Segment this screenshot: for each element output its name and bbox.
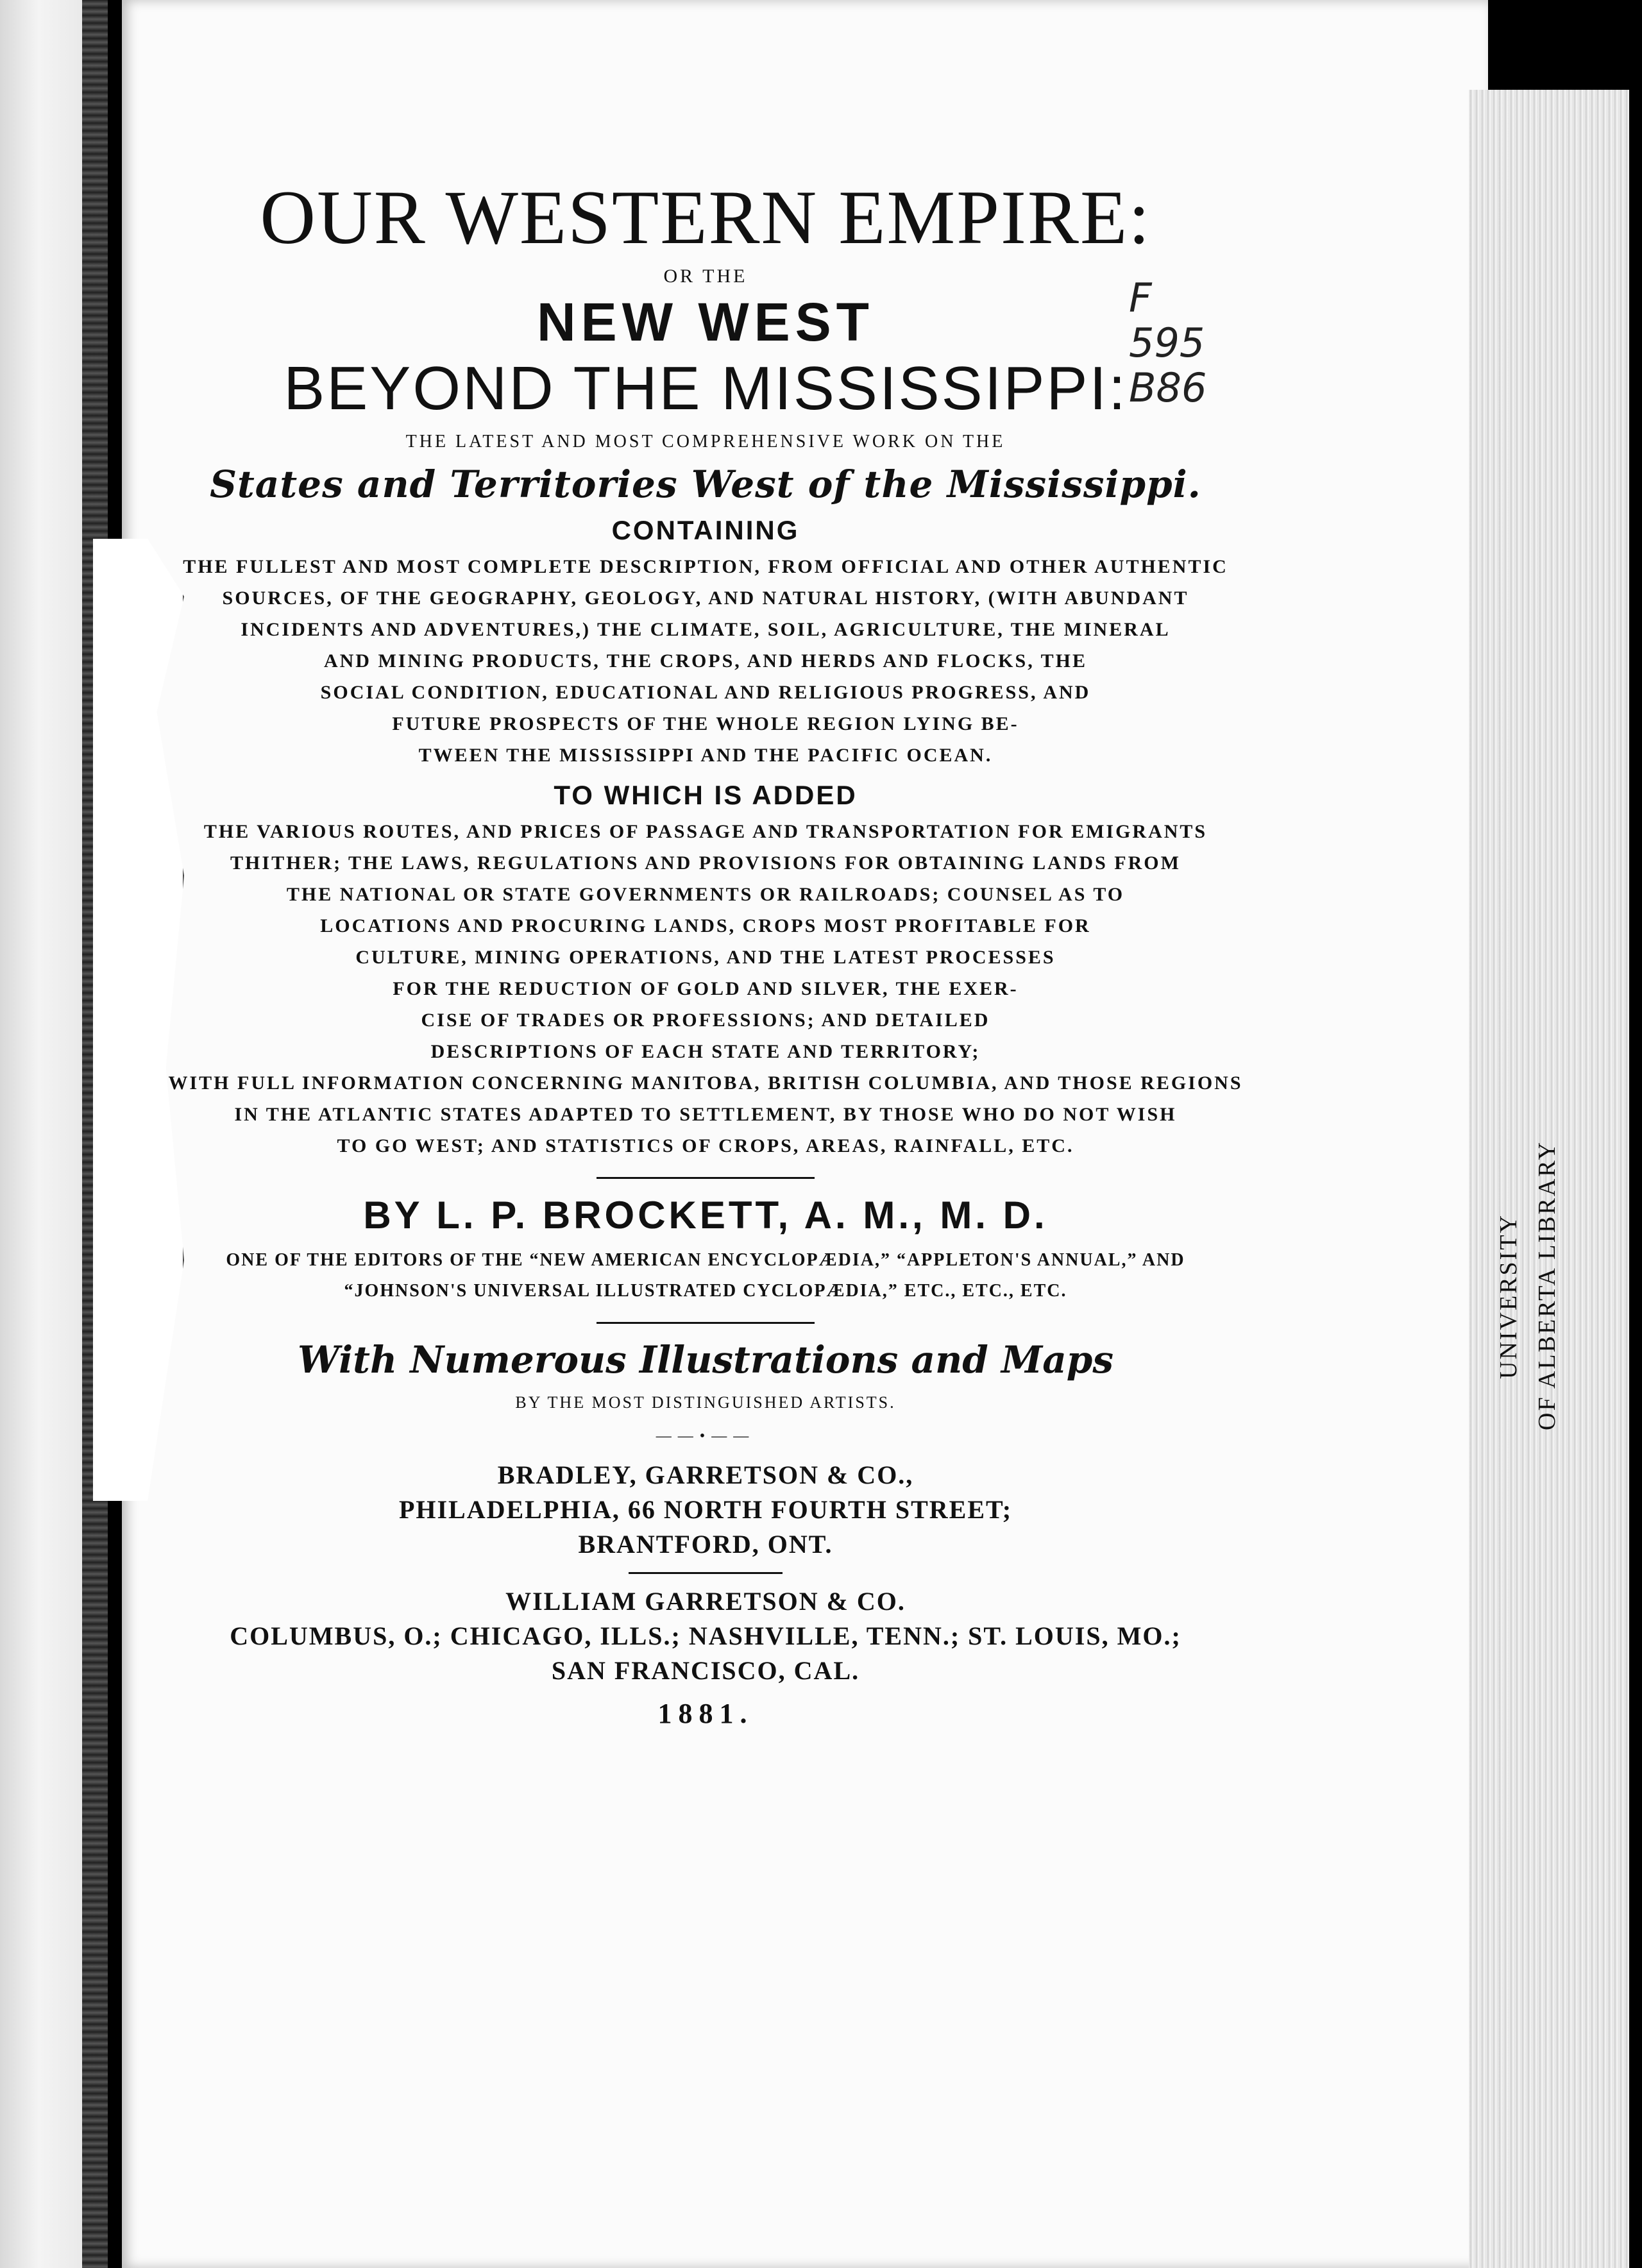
publisher-block-2 bbox=[128, 1584, 1283, 1688]
publisher-line: BRADLEY, GARRETSON & CO., bbox=[497, 1460, 914, 1489]
publisher-line: COLUMBUS, O.; CHICAGO, ILLS.; NASHVILLE, TENN.; ST. LOUIS, MO.; bbox=[230, 1621, 1181, 1650]
illustrations-line: With Numerous Illustrations and Maps bbox=[298, 1338, 1113, 1382]
call-number-line: B86 bbox=[1129, 364, 1207, 411]
call-number-line: F bbox=[1129, 275, 1152, 321]
divider-rule bbox=[597, 1322, 815, 1324]
author-line: BY L. P. BROCKETT, A. M., M. D. bbox=[363, 1194, 1048, 1237]
added-line: CISE OF TRADES OR PROFESSIONS; AND DETAILED bbox=[421, 1010, 990, 1031]
added-line: FOR THE REDUCTION OF GOLD AND SILVER, THE EXER- bbox=[393, 978, 1019, 999]
call-number-line: 595 bbox=[1129, 319, 1205, 366]
publisher-line: PHILADELPHIA, 66 NORTH FOURTH STREET; bbox=[398, 1495, 1013, 1524]
added-description bbox=[128, 816, 1283, 1162]
added-line: THE NATIONAL OR STATE GOVERNMENTS OR RAILROADS; COUNSEL AS TO bbox=[286, 884, 1125, 905]
title-page-text bbox=[128, 173, 1283, 1730]
editor-credits bbox=[128, 1245, 1283, 1307]
containing-heading: CONTAINING bbox=[611, 515, 800, 545]
containing-line: FUTURE PROSPECTS OF THE WHOLE REGION LYING BE- bbox=[392, 713, 1019, 734]
containing-line: SOURCES, OF THE GEOGRAPHY, GEOLOGY, AND NATURAL HISTORY, (WITH ABUNDANT bbox=[222, 588, 1189, 609]
handwritten-call-number bbox=[1129, 276, 1283, 410]
divider-rule bbox=[597, 1177, 815, 1179]
library-stamp bbox=[1469, 994, 1597, 1443]
added-line: IN THE ATLANTIC STATES ADAPTED TO SETTLEMENT, BY THOSE WHO DO NOT WISH bbox=[234, 1104, 1177, 1125]
publisher-line: SAN FRANCISCO, CAL. bbox=[551, 1656, 860, 1685]
publisher-block-1 bbox=[128, 1458, 1283, 1562]
added-line: TO GO WEST; AND STATISTICS OF CROPS, AREAS, RAINFALL, ETC. bbox=[337, 1135, 1074, 1156]
editor-line: ONE OF THE EDITORS OF THE “NEW AMERICAN ENCYCLOPÆDIA,” “APPLETON'S ANNUAL,” AND bbox=[226, 1250, 1185, 1270]
artists-line: BY THE MOST DISTINGUISHED ARTISTS. bbox=[515, 1393, 896, 1412]
states-territories-line: States and Territories West of the Mississippi. bbox=[210, 462, 1201, 506]
added-line: WITH FULL INFORMATION CONCERNING MANITOBA, BRITISH COLUMBIA, AND THOSE REGIONS bbox=[168, 1072, 1243, 1094]
latest-work-line: THE LATEST AND MOST COMPREHENSIVE WORK ON THE bbox=[405, 432, 1006, 452]
stamp-line: OF ALBERTA LIBRARY bbox=[1534, 1140, 1561, 1430]
containing-line: AND MINING PRODUCTS, THE CROPS, AND HERDS AND FLOCKS, THE bbox=[323, 650, 1088, 672]
subtitle-beyond: BEYOND THE MISSISSIPPI: bbox=[284, 354, 1128, 423]
publisher-line: WILLIAM GARRETSON & CO. bbox=[505, 1587, 906, 1616]
containing-line: SOCIAL CONDITION, EDUCATIONAL AND RELIGIOUS PROGRESS, AND bbox=[320, 682, 1091, 703]
or-the-line: OR THE bbox=[663, 266, 748, 287]
added-line: LOCATIONS AND PROCURING LANDS, CROPS MOST PROFITABLE FOR bbox=[320, 915, 1091, 936]
containing-line: THE FULLEST AND MOST COMPLETE DESCRIPTION, FROM OFFICIAL AND OTHER AUTHENTIC bbox=[183, 556, 1228, 577]
ornament-divider: ——•—— bbox=[656, 1428, 756, 1444]
subtitle-new-west: NEW WEST bbox=[537, 292, 874, 352]
containing-line: TWEEN THE MISSISSIPPI AND THE PACIFIC OCEAN. bbox=[418, 745, 993, 766]
added-line: THITHER; THE LAWS, REGULATIONS AND PROVISIONS FOR OBTAINING LANDS FROM bbox=[230, 852, 1181, 874]
publisher-line: BRANTFORD, ONT. bbox=[578, 1530, 833, 1559]
added-line: CULTURE, MINING OPERATIONS, AND THE LATEST PROCESSES bbox=[355, 947, 1056, 968]
added-line: THE VARIOUS ROUTES, AND PRICES OF PASSAGE AND TRANSPORTATION FOR EMIGRANTS bbox=[203, 821, 1208, 842]
editor-line: “JOHNSON'S UNIVERSAL ILLUSTRATED CYCLOPÆDIA,” ETC., ETC., ETC. bbox=[344, 1281, 1067, 1301]
added-line: DESCRIPTIONS OF EACH STATE AND TERRITORY; bbox=[430, 1041, 981, 1062]
containing-description bbox=[128, 551, 1283, 771]
publication-year: 1881. bbox=[657, 1698, 754, 1729]
divider-rule bbox=[629, 1572, 783, 1574]
added-heading: TO WHICH IS ADDED bbox=[554, 780, 858, 810]
containing-line: INCIDENTS AND ADVENTURES,) THE CLIMATE, SOIL, AGRICULTURE, THE MINERAL bbox=[241, 619, 1171, 640]
stamp-line: UNIVERSITY bbox=[1495, 1214, 1522, 1379]
book-title: OUR WESTERN EMPIRE: bbox=[260, 174, 1151, 260]
